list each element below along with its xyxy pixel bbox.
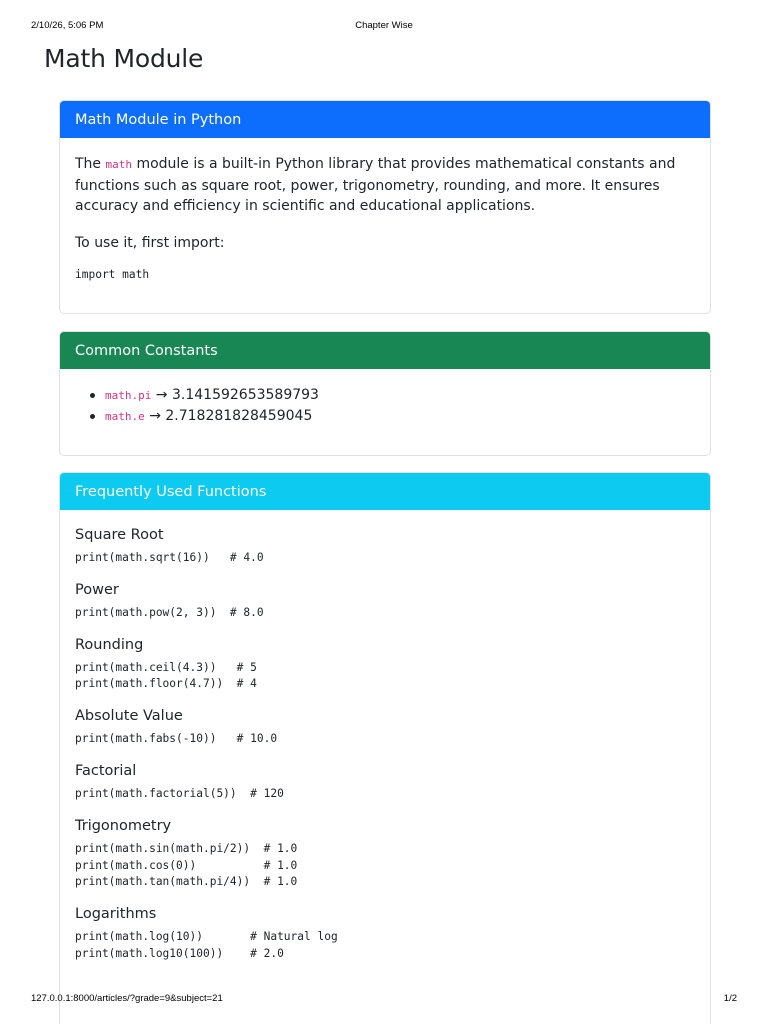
function-section-title: Square Root bbox=[75, 527, 164, 543]
functions-card-body bbox=[60, 510, 710, 993]
function-code-block: print(math.log(10)) # Natural log print(math.log10(100)) # 2.0 bbox=[75, 930, 338, 960]
constants-list bbox=[75, 385, 695, 427]
function-section bbox=[75, 817, 695, 891]
list-item bbox=[90, 406, 695, 427]
print-url: 127.0.0.1:8000/articles/?grade=9&subject=21 bbox=[31, 993, 223, 1004]
functions-card-header: Frequently Used Functions bbox=[60, 473, 710, 510]
page-number: 1/2 bbox=[723, 993, 737, 1004]
intro-card-body bbox=[60, 138, 710, 300]
function-section-title: Power bbox=[75, 581, 119, 598]
page-title: Math Module bbox=[44, 44, 204, 73]
function-code-block: print(math.sqrt(16)) # 4.0 bbox=[75, 551, 264, 564]
function-section-title: Logarithms bbox=[75, 906, 157, 923]
function-section bbox=[75, 526, 695, 567]
function-section-title: Trigonometry bbox=[75, 817, 172, 834]
function-section-title: Factorial bbox=[75, 762, 137, 779]
constant-value: → 3.141592653589793 bbox=[151, 387, 319, 403]
function-section bbox=[75, 581, 695, 622]
print-title: Chapter Wise bbox=[355, 20, 413, 31]
function-code-block: print(math.pow(2, 3)) # 8.0 bbox=[75, 605, 264, 619]
intro-text-after: module is a built-in Python library that provides mathematical constants and functions such as square root, power, trigonometry, rounding, and more. It ensures accuracy and efficiency in scientific and educational applications. bbox=[75, 156, 676, 214]
function-code-block: print(math.factorial(5)) # 120 bbox=[75, 786, 284, 800]
print-date: 2/10/26, 5:06 PM bbox=[31, 20, 104, 31]
constants-card-header: Common Constants bbox=[60, 332, 710, 369]
import-instruction: To use it, first import: bbox=[75, 234, 225, 251]
function-section bbox=[75, 905, 695, 963]
function-section-title: Rounding bbox=[75, 636, 144, 653]
import-code-block: import math bbox=[75, 268, 150, 281]
intro-card bbox=[59, 100, 711, 314]
constant-value: → 2.718281828459045 bbox=[144, 408, 313, 424]
print-footer bbox=[31, 993, 737, 1005]
function-code-block: print(math.fabs(-10)) # 10.0 bbox=[75, 732, 278, 746]
inline-code-math: math bbox=[105, 158, 132, 171]
constant-code: math.e bbox=[105, 410, 145, 423]
function-section bbox=[75, 762, 695, 803]
intro-text-before: The bbox=[75, 156, 106, 172]
intro-card-header: Math Module in Python bbox=[60, 101, 710, 138]
constants-card bbox=[59, 331, 711, 456]
functions-card bbox=[59, 472, 711, 1024]
function-section-title: Absolute Value bbox=[75, 708, 183, 725]
function-code-block: print(math.sin(math.pi/2)) # 1.0 print(math.cos(0)) # 1.0 print(math.tan(math.pi/4)) # 1.0 bbox=[75, 841, 298, 889]
function-code-block: print(math.ceil(4.3)) # 5 print(math.floor(4.7)) # 4 bbox=[75, 660, 257, 691]
intro-paragraph bbox=[75, 154, 695, 217]
print-header bbox=[31, 20, 737, 32]
constants-card-body bbox=[60, 369, 710, 443]
list-item bbox=[90, 385, 695, 406]
function-section bbox=[75, 636, 695, 694]
function-section bbox=[75, 707, 695, 748]
constant-code: math.pi bbox=[105, 389, 152, 402]
